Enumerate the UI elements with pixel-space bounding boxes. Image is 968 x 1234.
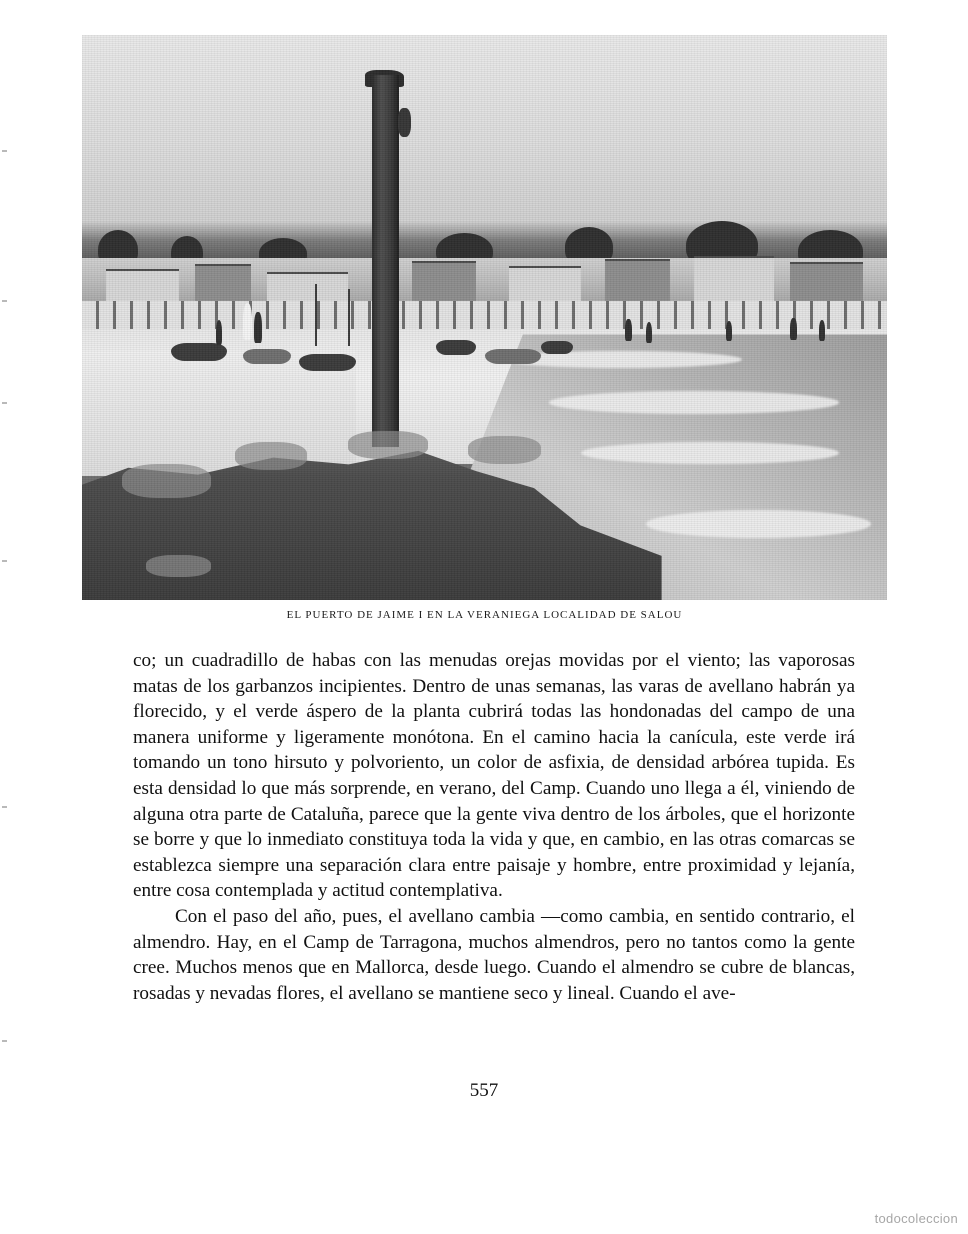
rock-highlight xyxy=(146,555,210,578)
person-shape xyxy=(726,321,732,341)
photo-caption: EL PUERTO DE JAIME I EN LA VERANIEGA LOCALIDAD DE SALOU xyxy=(286,609,683,621)
wooden-post-knob xyxy=(398,108,411,136)
scan-edge-mark xyxy=(2,560,7,562)
person-shape xyxy=(254,312,261,343)
photo-figure xyxy=(82,35,887,600)
paragraph: co; un cuadradillo de habas con las menudas orejas movidas por el viento; las vaporosas matas de los garbanzos incipientes. Dentro de unas semanas, las varas de avellano habrán ya florecido, y el verde áspero de la planta cubrirá todas las hondonadas del campo de una manera uniforme y ligeramente monótona. En el camino hacia la canícula, este verde irá tomando un tono hirsuto y polvoriento, un color de asfixia, de densidad arbórea tupida. Es esta densidad lo que más sorprende, en verano, del Camp. Cuando uno llega a él, viniendo de alguna otra parte de Cataluña, parece que la gente viva dentro de los árboles, que el horizonte se borre y que lo inmediato constituya toda la vida y que, en cambio, en las otras comarcas se establezca siempre una separación clara entre paisaje y hombre, entre proximidad y lejanía, entre cosa contemplada y actitud contemplativa. xyxy=(133,650,855,902)
rock-highlight xyxy=(348,431,429,459)
rock-highlight xyxy=(468,436,540,464)
wooden-post xyxy=(372,75,399,448)
beach-cabins xyxy=(82,301,887,332)
boat-shape xyxy=(299,354,355,371)
building-shape xyxy=(412,261,476,305)
page-number: 557 xyxy=(469,1080,499,1101)
rock-highlight xyxy=(235,442,307,470)
surf-line xyxy=(646,510,871,538)
person-shape xyxy=(819,320,825,340)
scan-edge-mark xyxy=(2,150,7,152)
scan-edge xyxy=(0,0,10,1234)
paragraph: Con el paso del año, pues, el avellano cambia —como cambia, en sentido contrario, el almendro. Hay, en el Camp de Tarragona, muchos almendros, pero no tantos como la gente cree. Muchos menos que en Mallorca, desde luego. Cuando el almendro se cubre de blancas, rosadas y nevadas flores, el avellano se mantiene seco y lineal. Cuando el ave- xyxy=(133,905,855,1004)
boat-shape xyxy=(436,340,476,355)
scan-edge-mark xyxy=(2,806,7,808)
scan-edge-mark xyxy=(2,1040,7,1042)
building-shape xyxy=(195,264,251,306)
person-shape xyxy=(625,319,631,342)
beach-photograph xyxy=(82,35,887,600)
surf-line xyxy=(549,391,839,414)
person-shape xyxy=(646,322,652,343)
scan-edge-mark xyxy=(2,300,7,302)
person-shape xyxy=(790,318,796,340)
building-shape xyxy=(694,256,775,305)
person-shape xyxy=(243,303,252,340)
boat-shape xyxy=(243,349,291,365)
scan-edge-mark xyxy=(2,402,7,404)
body-text xyxy=(133,648,855,1006)
building-shape xyxy=(605,259,669,306)
person-shape xyxy=(216,320,222,345)
building-shape xyxy=(790,262,862,306)
boat-shape xyxy=(485,349,541,365)
mast-shape xyxy=(348,289,350,346)
mast-shape xyxy=(315,284,317,346)
watermark: todocoleccion xyxy=(874,1211,958,1226)
boat-shape xyxy=(171,343,227,361)
boat-shape xyxy=(541,341,573,353)
rock-highlight xyxy=(122,464,211,498)
